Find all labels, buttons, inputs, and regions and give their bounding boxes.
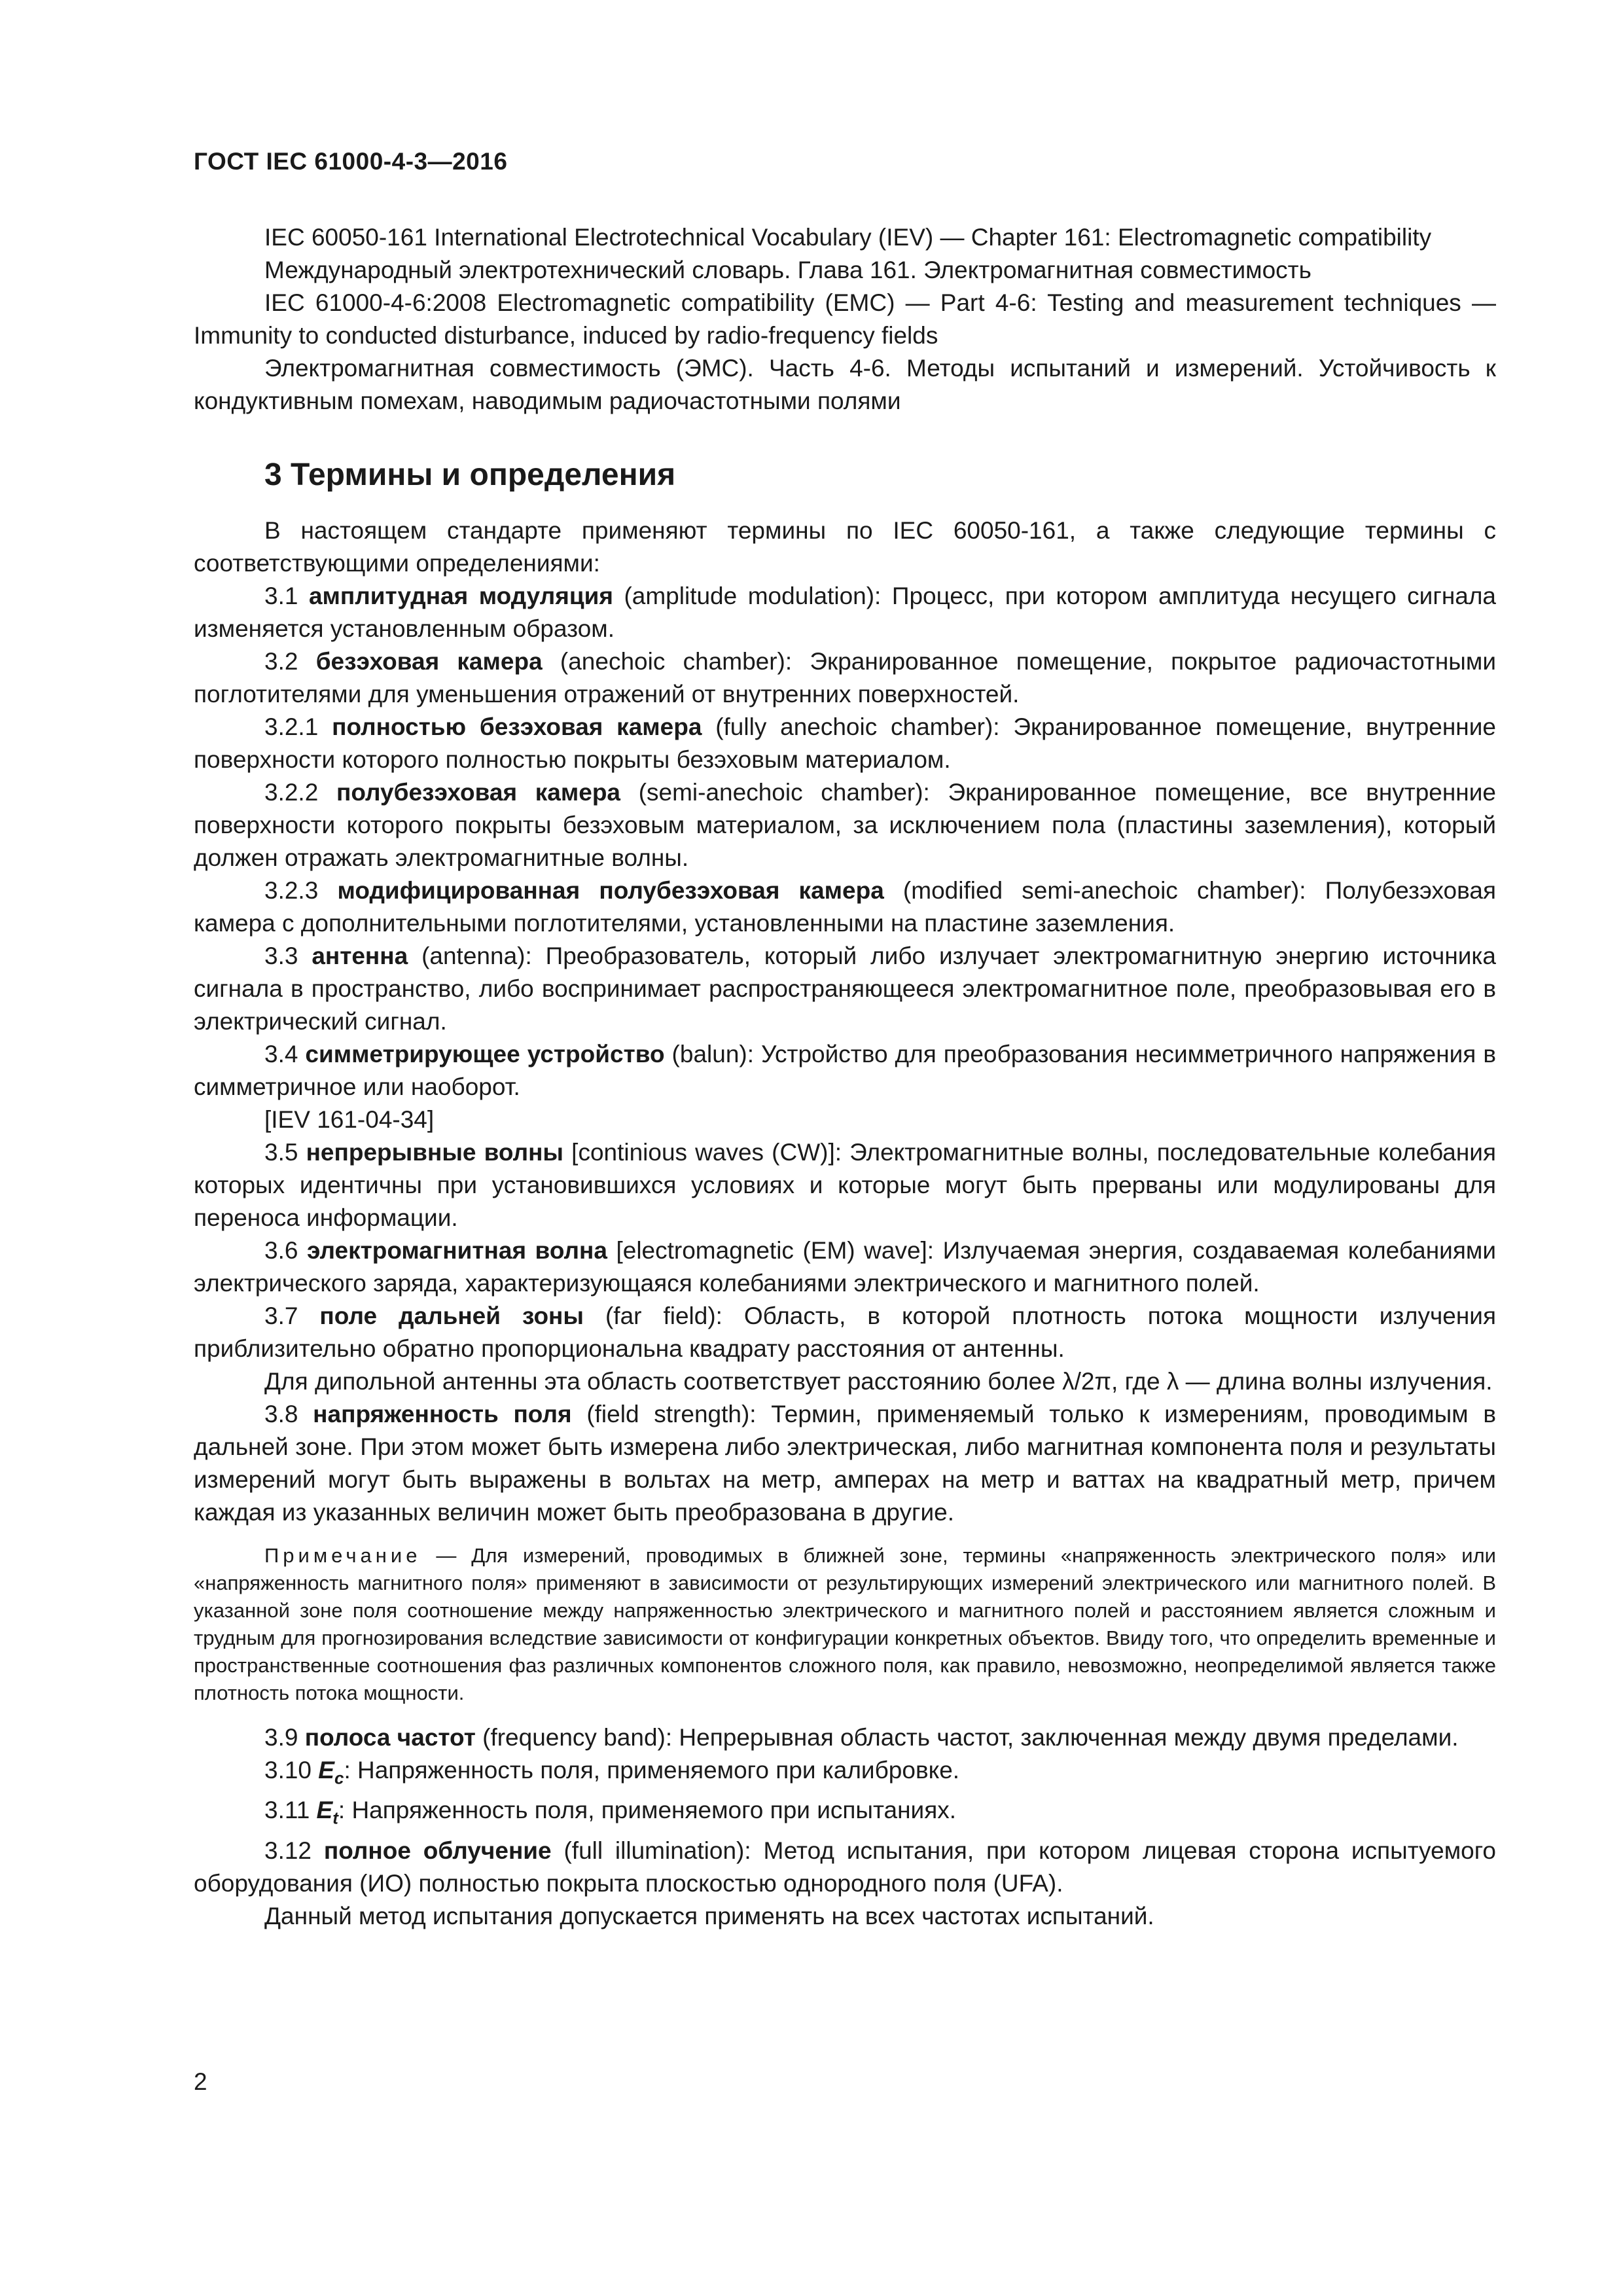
ref-iec-61000-4-6: IEC 61000-4-6:2008 Electromagnetic compatibility (EMC) — Part 4-6: Testing and measurement techniques — Immunity to conducted disturbance, induced by radio-frequency fields (194, 289, 1496, 349)
term-name: напряженность поля (313, 1401, 572, 1427)
note-paragraph (194, 1542, 1496, 1707)
term-definition: (frequency band): Непрерывная область частот, заключенная между двумя пределами. (475, 1724, 1459, 1751)
section-intro: В настоящем стандарте применяют термины по IEC 60050-161, а также следующие термины с соответствующими определениями: (194, 517, 1496, 577)
term-number: 3.9 (264, 1724, 305, 1751)
term-3-2-2 (194, 776, 1496, 874)
term-number: 3.2.2 (264, 779, 336, 806)
term-name: непрерывные волны (306, 1139, 564, 1166)
term-number: 3.2 (264, 648, 316, 675)
term-name: поле дальней зоны (319, 1302, 584, 1329)
ref-iec-61000-4-6-ru: Электромагнитная совместимость (ЭМС). Часть 4-6. Методы испытаний и измерений. Устойчивость к кондуктивным помехам, наводимым радиочастотными полями (194, 355, 1496, 414)
term-definition: [electromagnetic (EM) wave]: Излучаемая энергия, создаваемая колебаниями электрического заряда, характеризующаяся колебаниями электрического и магнитного полей. (194, 1237, 1496, 1297)
ref-iec-60050-161: IEC 60050-161 International Electrotechnical Vocabulary (IEV) — Chapter 161: Electromagnetic compatibility (264, 224, 1432, 251)
term-3-4 (194, 1038, 1496, 1103)
note-label: Примечание (264, 1544, 421, 1567)
term-3-3 (194, 940, 1496, 1038)
term-name: модифицированная полубезэховая камера (337, 877, 884, 904)
term-definition: (far field): Область, в которой плотность потока мощности излучения приблизительно обратно пропорциональна квадрату расстояния от антенны. (194, 1302, 1497, 1362)
term-number: 3.2.3 (264, 877, 338, 904)
term-number: 3.3 (264, 942, 312, 969)
term-name: амплитудная модуляция (308, 583, 613, 609)
term-3-11 (194, 1794, 1496, 1834)
document-header: ГОСТ IEC 61000-4-3—2016 (194, 148, 508, 175)
term-3-10 (194, 1754, 1496, 1794)
term-number: 3.6 (264, 1237, 307, 1264)
term-3-2-1 (194, 711, 1496, 776)
term-3-8 (194, 1398, 1496, 1529)
term-name: полоса частот (304, 1724, 476, 1751)
term-definition: (field strength): Термин, применяемый только к измерениям, проводимым в дальней зоне. При этом может быть измерена либо электрическая, либо магнитная компонента поля и результаты измерений могут быть выражены в вольтах на метр, амперах на метр и ваттах на квадратный метр, причем каждая из указанных величин может быть преобразована в другие. (194, 1401, 1496, 1526)
term-number: 3.5 (264, 1139, 306, 1166)
term-definition: (anechoic chamber): Экранированное помещение, покрытое радиочастотными поглотителями для уменьшения отражений от внутренних поверхностей. (194, 648, 1496, 708)
term-name: электромагнитная волна (306, 1237, 607, 1264)
term-number: 3.4 (264, 1041, 306, 1067)
term-definition: (balun): Устройство для преобразования несимметричного напряжения в симметричное или наоборот. (194, 1041, 1496, 1100)
term-number: 3.10 (264, 1757, 319, 1784)
term-name: полное облучение (323, 1837, 552, 1864)
term-3-4-source-ref: [IEV 161-04-34] (264, 1106, 435, 1133)
term-number: 3.8 (264, 1401, 313, 1427)
term-number: 3.12 (264, 1837, 324, 1864)
term-name: симметрирующее устройство (305, 1041, 665, 1067)
term-number: 3.11 (264, 1797, 317, 1824)
term-definition: (modified semi-anechoic chamber): Полубезэховая камера с дополнительными поглотителями, установленными на пластине заземления. (194, 877, 1496, 937)
term-number: 3.2.1 (264, 713, 332, 740)
term-3-7 (194, 1300, 1496, 1365)
term-symbol: $E_c$ (318, 1757, 344, 1788)
term-definition: (full illumination): Метод испытания, при котором лицевая сторона испытуемого оборудования (ИО) полностью покрыта плоскостью однородного поля (UFA). (194, 1837, 1496, 1897)
note-text: — Для измерений, проводимых в ближней зоне, термины «напряженность электрического поля» или «напряженность магнитного поля» применяют в зависимости от результирующих измерений электрического или магнитного полей. В указанной зоне поля соотношение между напряженностью электрического и магнитного полей и расстоянием является сложным и трудным для прогнозирования вследствие зависимости от конфигурации конкретных объектов. Ввиду того, что определить временные и пространственные соотношения фаз различных компонентов сложного поля, как правило, невозможно, неопределимой является также плотность потока мощности. (194, 1544, 1496, 1704)
page-number: 2 (194, 2068, 207, 2095)
term-name: антенна (312, 942, 408, 969)
term-3-12 (194, 1835, 1496, 1900)
term-definition: : Напряженность поля, применяемого при калибровке. (344, 1757, 960, 1784)
term-definition: (amplitude modulation): Процесс, при котором амплитуда несущего сигнала изменяется установленным образом. (194, 583, 1497, 642)
term-name: полубезэховая камера (336, 779, 620, 806)
term-symbol: $E_t$ (316, 1797, 338, 1828)
term-name: безэховая камера (315, 648, 543, 675)
term-3-5 (194, 1136, 1496, 1234)
term-3-2 (194, 645, 1496, 711)
term-3-1 (194, 580, 1496, 645)
term-number: 3.7 (264, 1302, 320, 1329)
section-heading: 3 Термины и определения (264, 457, 676, 492)
term-definition: (semi-anechoic chamber): Экранированное помещение, все внутренние поверхности которого покрыты безэховым материалом, за исключением пола (пластины заземления), который должен отражать электромагнитные волны. (194, 779, 1496, 871)
term-definition: (fully anechoic chamber): Экранированное помещение, внутренние поверхности которого полностью покрыты безэховым материалом. (194, 713, 1496, 773)
term-3-12-applicability: Данный метод испытания допускается применять на всех частотах испытаний. (264, 1902, 1154, 1929)
term-3-2-3 (194, 874, 1496, 940)
term-number: 3.1 (264, 583, 309, 609)
ref-iec-60050-161-ru: Международный электротехнический словарь. Глава 161. Электромагнитная совместимость (264, 257, 1311, 283)
term-definition: [continious waves (CW)]: Электромагнитные волны, последовательные колебания которых идентичны при установившихся условиях и которые могут быть прерваны или модулированы для переноса информации. (194, 1139, 1497, 1231)
term-3-7-dipole-note: Для дипольной антенны эта область соответствует расстоянию более λ/2π, где λ — длина волны излучения. (264, 1368, 1493, 1395)
term-definition: (antenna): Преобразователь, который либо излучает электромагнитную энергию источника сигнала в пространство, либо воспринимает распространяющееся электромагнитное поле, преобразовывая его в электрический сигнал. (194, 942, 1496, 1035)
term-3-9 (194, 1721, 1496, 1754)
term-name: полностью безэховая камера (332, 713, 702, 740)
term-definition: : Напряженность поля, применяемого при испытаниях. (338, 1797, 957, 1824)
page-content (194, 221, 1496, 1933)
term-3-6 (194, 1234, 1496, 1300)
